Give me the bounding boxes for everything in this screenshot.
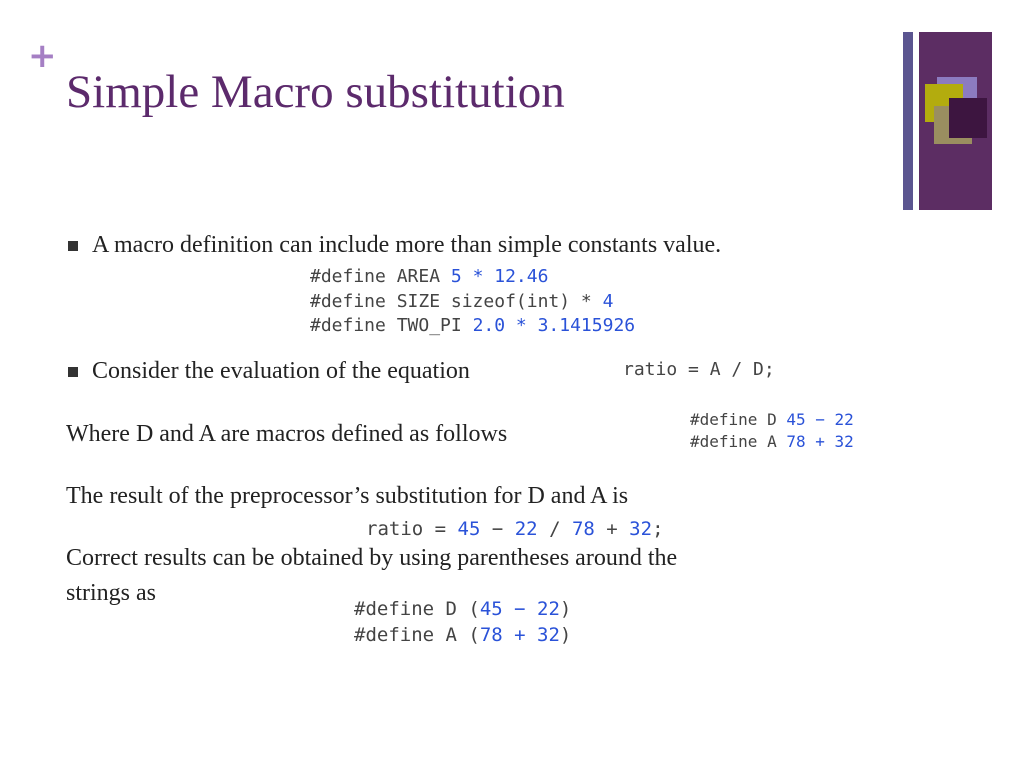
decorative-bar — [903, 32, 913, 210]
substitution-code: ratio = 45 − 22 / 78 + 32; — [366, 518, 664, 540]
slide-title: Simple Macro substitution — [66, 66, 565, 118]
code-line: #define TWO_PI 2.0 * 3.1415926 — [310, 315, 636, 336]
paragraph-correct-1: Correct results can be obtained by using parentheses around the — [66, 545, 678, 571]
equation-code: ratio = A / D; — [623, 359, 775, 380]
paragraph-correct-2: strings as — [66, 580, 156, 606]
code-line: #define D (45 − 22) — [354, 598, 572, 620]
plus-icon: + — [28, 36, 57, 76]
decorative-square-dark — [949, 98, 987, 138]
code-block-parentheses — [354, 596, 571, 648]
code-block-definitions — [690, 409, 854, 453]
code-block-macros — [310, 265, 635, 339]
code-line: #define SIZE sizeof(int) * 4 — [310, 290, 614, 312]
code-line: #define D 45 − 22 — [690, 410, 854, 429]
paragraph-where: Where D and A are macros defined as follows — [66, 421, 508, 447]
bullet-text-1: A macro definition can include more than simple constants value. — [92, 232, 722, 258]
bullet-text-2: Consider the evaluation of the equation — [92, 358, 470, 384]
code-line: #define AREA 5 * 12.46 — [310, 266, 549, 287]
code-line: #define A 78 + 32 — [690, 432, 854, 451]
bullet-square-icon — [68, 241, 78, 251]
bullet-square-icon — [68, 367, 78, 377]
paragraph-result: The result of the preprocessor’s substitution for D and A is — [66, 483, 629, 509]
code-line: #define A (78 + 32) — [354, 624, 572, 646]
